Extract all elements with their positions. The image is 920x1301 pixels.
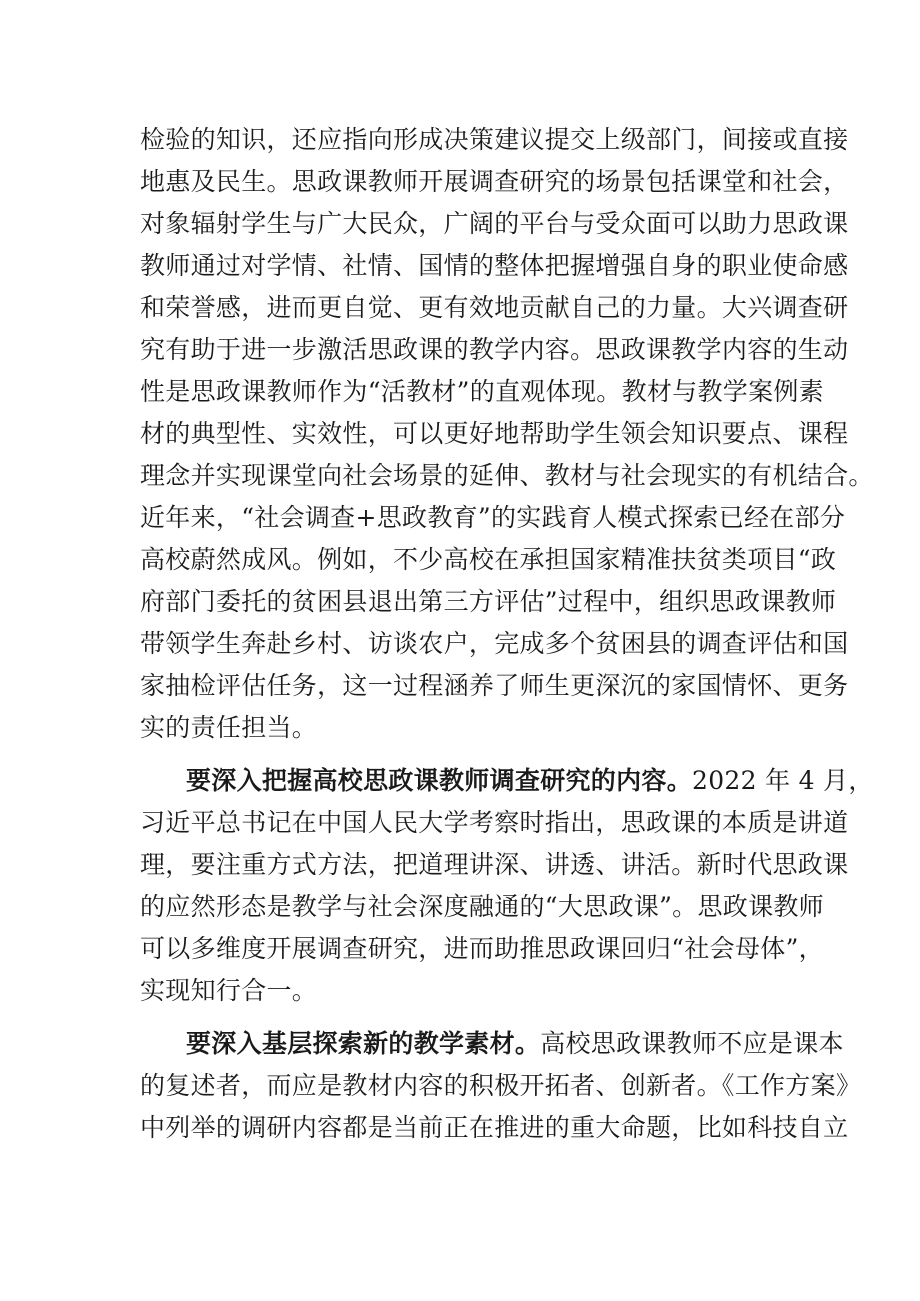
paragraph-2-line-6: 实现知行合一。 (140, 976, 318, 1005)
paragraph-2-first-line (186, 761, 874, 801)
paragraph-1-line-13: 带领学生奔赴乡村、访谈农户，完成多个贫困县的调查评估和国 (140, 629, 849, 658)
paragraph-3-line-3: 中列举的调研内容都是当前正在推进的重大命题，比如科技自立 (140, 1113, 849, 1142)
paragraph-1-line-12: 府部门委托的贫困县退出第三方评估”过程中，组织思政课教师 (140, 587, 837, 616)
paragraph-1-line-2: 地惠及民生。思政课教师开展调查研究的场景包括课堂和社会， (140, 167, 849, 196)
paragraph-2-line-3: 理，要注重方式方法，把道理讲深、讲透、讲活。新时代思政课 (140, 850, 849, 879)
paragraph-2-heading: 要深入把握高校思政课教师调查研究的内容。 (186, 766, 693, 795)
paragraph-3-first-rest: 高校思政课教师不应是课本 (540, 1029, 844, 1058)
paragraph-1-line-10: 近年来，“社会调查+思政教育”的实践育人模式探索已经在部分 (140, 503, 846, 532)
paragraph-1-line-1: 检验的知识，还应指向形成决策建议提交上级部门，间接或直接 (140, 125, 849, 154)
paragraph-3-first-line (186, 1024, 844, 1064)
paragraph-1-line-4: 教师通过对学情、社情、国情的整体把握增强自身的职业使命感 (140, 251, 849, 280)
paragraph-1-line-11: 高校蔚然成风。例如，不少高校在承担国家精准扶贫类项目“政 (140, 545, 837, 574)
paragraph-2-line-4: 的应然形态是教学与社会深度融通的“大思政课”。思政课教师 (140, 892, 824, 921)
paragraph-1-line-9: 理念并实现课堂向社会场景的延伸、教材与社会现实的有机结合。 (140, 461, 874, 490)
paragraph-1-line-3: 对象辐射学生与广大民众，广阔的平台与受众面可以助力思政课 (140, 209, 849, 238)
paragraph-3-heading: 要深入基层探索新的教学素材。 (186, 1029, 541, 1058)
paragraph-1-line-7: 性是思政课教师作为“活教材”的直观体现。教材与教学案例素 (140, 377, 824, 406)
paragraph-3-line-2: 的复述者，而应是教材内容的积极开拓者、创新者。《工作方案》 (140, 1071, 862, 1100)
paragraph-1-line-8: 材的典型性、实效性，可以更好地帮助学生领会知识要点、课程 (140, 419, 849, 448)
paragraph-1-line-15: 实的责任担当。 (140, 713, 318, 742)
paragraph-2-line-5: 可以多维度开展调查研究，进而助推思政课回归“社会母体”， (140, 934, 824, 963)
paragraph-1-line-14: 家抽检评估任务，这一过程涵养了师生更深沉的家国情怀、更务 (140, 671, 849, 700)
paragraph-2-first-rest: 2022 年 4 月， (692, 766, 874, 795)
paragraph-2-line-2: 习近平总书记在中国人民大学考察时指出，思政课的本质是讲道 (140, 808, 849, 837)
paragraph-1-line-5: 和荣誉感，进而更自觉、更有效地贡献自己的力量。大兴调查研 (140, 293, 849, 322)
paragraph-1-line-6: 究有助于进一步激活思政课的教学内容。思政课教学内容的生动 (140, 335, 849, 364)
